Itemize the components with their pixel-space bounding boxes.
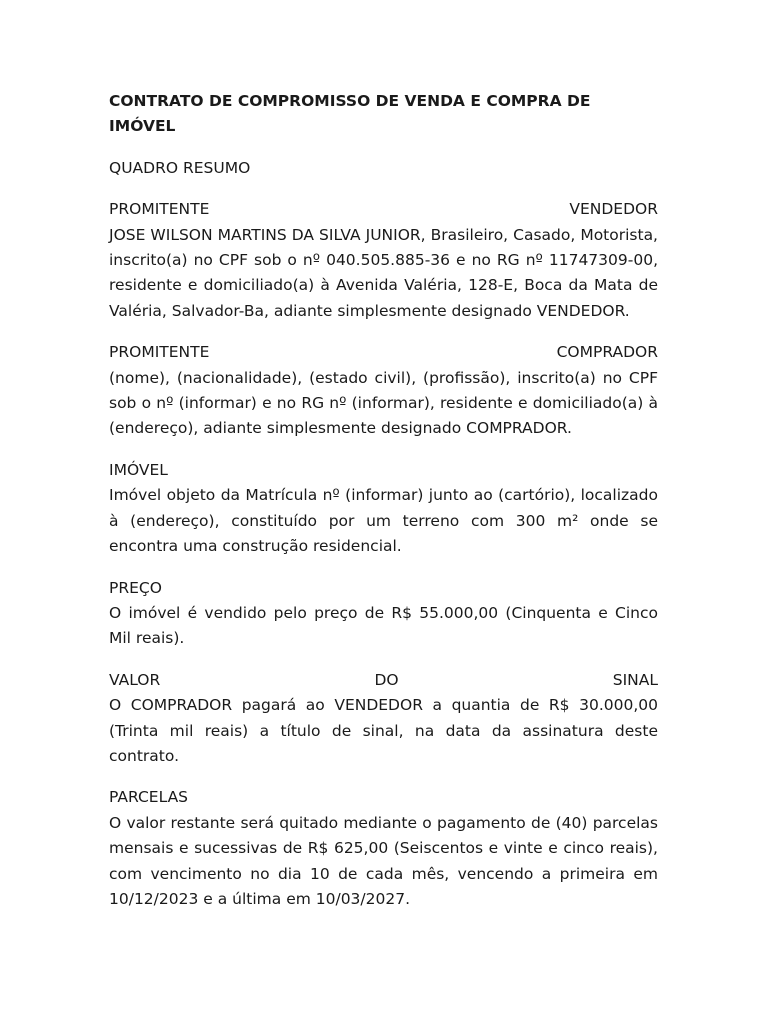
deposit-heading bbox=[109, 668, 658, 693]
price-section bbox=[109, 576, 658, 652]
deposit-text: O COMPRADOR pagará ao VENDEDOR a quantia de R$ 30.000,00 (Trinta mil reais) a título de sinal, na data da assinatura deste contrato. bbox=[109, 696, 658, 765]
contract-page bbox=[109, 89, 658, 928]
buyer-heading bbox=[109, 340, 658, 365]
price-text: O imóvel é vendido pelo preço de R$ 55.000,00 (Cinquenta e Cinco Mil reais). bbox=[109, 603, 658, 648]
buyer-text: (nome), (nacionalidade), (estado civil), (profissão), inscrito(a) no CPF sob o nº (informar) e no RG nº (informar), residente e domiciliado(a) à (endereço), adiante simplesmente designado COMPRADOR. bbox=[109, 368, 658, 438]
installments-section bbox=[109, 785, 658, 912]
summary-label: QUADRO RESUMO bbox=[109, 158, 251, 177]
deposit-heading-right: SINAL bbox=[612, 670, 658, 689]
seller-heading-left: PROMITENTE bbox=[109, 200, 210, 219]
seller-heading bbox=[109, 197, 658, 222]
seller-text: JOSE WILSON MARTINS DA SILVA JUNIOR, Brasileiro, Casado, Motorista, inscrito(a) no CPF sob o nº 040.505.885-36 e no RG nº 11747309-00, residente e domiciliado(a) à Avenida Valéria, 128-E, Boca da Mata de Valéria, Salvador-Ba, adiante simplesmente designado VENDEDOR. bbox=[109, 225, 658, 320]
seller-heading-right: VENDEDOR bbox=[569, 200, 658, 219]
installments-text: O valor restante será quitado mediante o pagamento de (40) parcelas mensais e sucessivas de R$ 625,00 (Seiscentos e vinte e cinco reais), com vencimento no dia 10 de cada mês, vencendo a primeira em 10/12/2023 e a última em 10/03/2027. bbox=[109, 813, 658, 908]
deposit-heading-left: VALOR bbox=[109, 670, 161, 689]
buyer-heading-right: COMPRADOR bbox=[556, 343, 658, 362]
document-title: CONTRATO DE COMPROMISSO DE VENDA E COMPRA DE IMÓVEL bbox=[109, 92, 591, 136]
seller-section bbox=[109, 197, 658, 324]
property-heading: IMÓVEL bbox=[109, 460, 168, 479]
property-text: Imóvel objeto da Matrícula nº (informar) junto ao (cartório), localizado à (endereço), constituído por um terreno com 300 m² onde se encontra uma construção residencial. bbox=[109, 486, 658, 556]
property-section bbox=[109, 458, 658, 560]
installments-heading: PARCELAS bbox=[109, 788, 189, 807]
deposit-heading-middle: DO bbox=[374, 670, 399, 689]
deposit-section bbox=[109, 668, 658, 770]
price-heading: PREÇO bbox=[109, 578, 162, 597]
buyer-section bbox=[109, 340, 658, 442]
buyer-heading-left: PROMITENTE bbox=[109, 343, 210, 362]
